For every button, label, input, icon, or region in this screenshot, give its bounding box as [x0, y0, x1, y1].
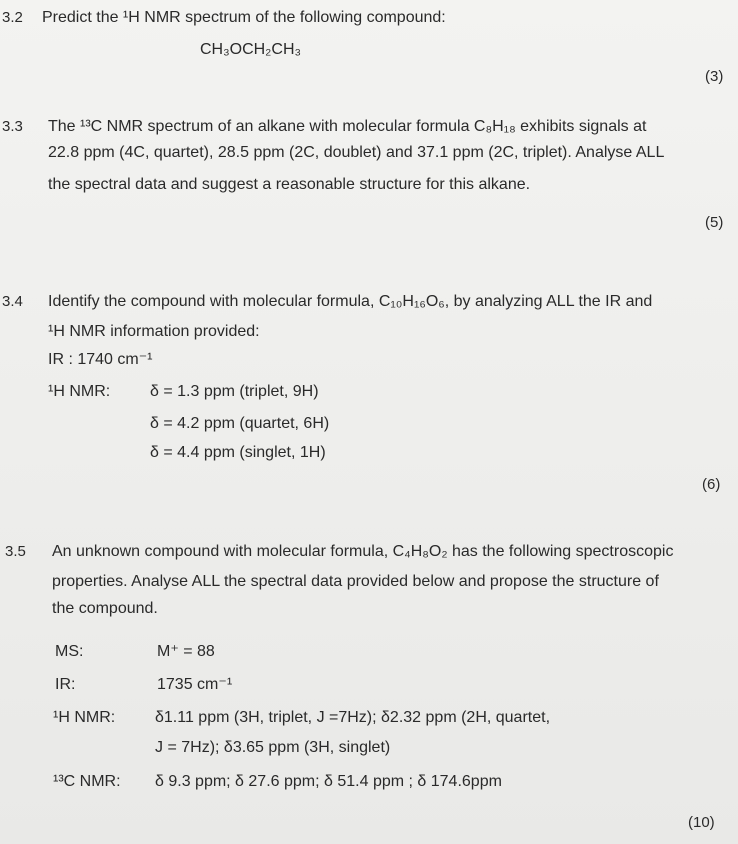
ir-value: 1735 cm⁻¹	[157, 676, 233, 693]
ms-value: M⁺ = 88	[157, 643, 215, 660]
question-number: 3.4	[2, 293, 23, 310]
question-text-line: An unknown compound with molecular formula, C₄H₈O₂ has the following spectroscopic	[52, 543, 674, 560]
h-nmr-value: J = 7Hz); δ3.65 ppm (3H, singlet)	[155, 739, 391, 756]
question-text: Predict the ¹H NMR spectrum of the following compound:	[42, 9, 446, 26]
question-number: 3.2	[2, 9, 23, 26]
c-nmr-value: δ 9.3 ppm; δ 27.6 ppm; δ 51.4 ppm ; δ 174.6ppm	[155, 773, 502, 790]
nmr-signal: δ = 4.2 ppm (quartet, 6H)	[150, 415, 330, 432]
h-nmr-label: ¹H NMR:	[53, 709, 116, 726]
marks: (3)	[705, 68, 724, 85]
question-text-line: Identify the compound with molecular formula, C₁₀H₁₆O₆, by analyzing ALL the IR and	[48, 293, 653, 310]
marks: (6)	[702, 476, 721, 493]
h-nmr-value: δ1.11 ppm (3H, triplet, J =7Hz); δ2.32 ppm (2H, quartet,	[155, 709, 551, 726]
nmr-signal: δ = 4.4 ppm (singlet, 1H)	[150, 444, 326, 461]
question-text-line: ¹H NMR information provided:	[48, 323, 260, 340]
question-text-line: 22.8 ppm (4C, quartet), 28.5 ppm (2C, doublet) and 37.1 ppm (2C, triplet). Analyse ALL	[48, 144, 665, 161]
nmr-label: ¹H NMR:	[48, 383, 111, 400]
ir-label: IR:	[55, 676, 76, 693]
compound-formula: CH₃OCH₂CH₃	[200, 41, 302, 58]
marks: (5)	[705, 214, 724, 231]
question-number: 3.5	[5, 543, 26, 560]
question-text-line: the compound.	[52, 600, 158, 617]
nmr-signal: δ = 1.3 ppm (triplet, 9H)	[150, 383, 319, 400]
question-text-line: properties. Analyse ALL the spectral data provided below and propose the structure of	[52, 573, 659, 590]
marks: (10)	[688, 814, 715, 831]
ir-data: IR : 1740 cm⁻¹	[48, 351, 153, 368]
question-number: 3.3	[2, 118, 23, 135]
question-text-line: The ¹³C NMR spectrum of an alkane with molecular formula C₈H₁₈ exhibits signals at	[48, 118, 647, 135]
c-nmr-label: ¹³C NMR:	[53, 773, 121, 790]
ms-label: MS:	[55, 643, 84, 660]
question-text-line: the spectral data and suggest a reasonable structure for this alkane.	[48, 176, 531, 193]
